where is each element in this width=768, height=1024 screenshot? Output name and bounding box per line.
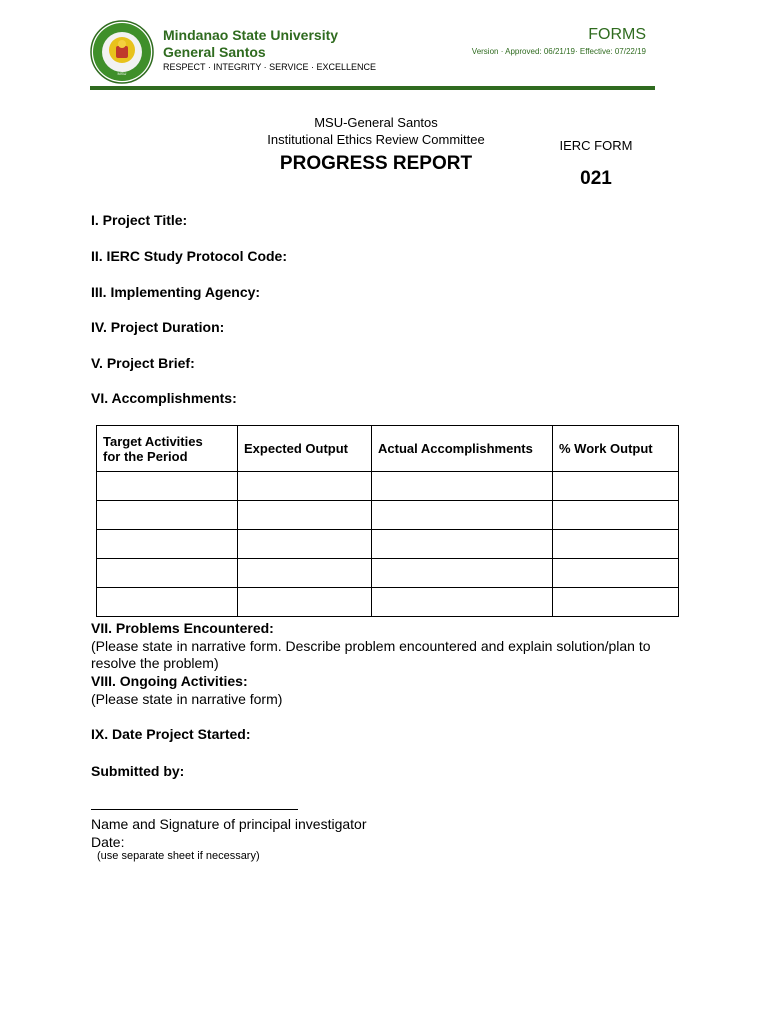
protocol-code-label: II. IERC Study Protocol Code: <box>91 248 288 264</box>
table-cell[interactable] <box>97 588 238 617</box>
col-target-activities-line1: Target Activities <box>103 433 203 449</box>
project-duration-label: IV. Project Duration: <box>91 319 225 335</box>
col-target-activities-line2: for the Period <box>103 448 188 464</box>
table-cell[interactable] <box>372 472 553 501</box>
svg-text:MSU: MSU <box>117 71 127 76</box>
table-cell[interactable] <box>238 472 372 501</box>
table-row <box>97 472 679 501</box>
problems-instructions: (Please state in narrative form. Describe problem encountered and explain solution/plan to resolve the problem) <box>91 638 651 671</box>
university-name: Mindanao State University <box>163 27 339 43</box>
table-cell[interactable] <box>553 530 679 559</box>
committee-name: Institutional Ethics Review Committee <box>267 132 485 147</box>
table-cell[interactable] <box>372 588 553 617</box>
table-header-row <box>97 426 679 472</box>
header-divider <box>90 86 655 90</box>
col-target-activities <box>97 426 238 472</box>
ongoing-heading: VIII. Ongoing Activities: <box>91 673 248 689</box>
table-cell[interactable] <box>238 530 372 559</box>
page-title: PROGRESS REPORT <box>279 153 473 174</box>
table-cell[interactable] <box>553 501 679 530</box>
table-cell[interactable] <box>97 530 238 559</box>
signature-line <box>91 797 298 810</box>
table-cell[interactable] <box>372 530 553 559</box>
separate-sheet-note: (use separate sheet if necessary) <box>97 850 260 862</box>
university-campus: General Santos <box>163 44 266 60</box>
project-title-label: I. Project Title: <box>91 212 188 228</box>
forms-label: FORMS <box>588 26 646 43</box>
form-label: IERC FORM <box>559 138 633 153</box>
table-row <box>97 501 679 530</box>
problems-heading: VII. Problems Encountered: <box>91 620 274 636</box>
col-work-output: % Work Output <box>553 426 679 472</box>
table-cell[interactable] <box>553 472 679 501</box>
table-cell[interactable] <box>372 559 553 588</box>
col-actual-accomplishments: Actual Accomplishments <box>372 426 553 472</box>
university-motto: RESPECT · INTEGRITY · SERVICE · EXCELLENCE <box>163 62 377 72</box>
accomplishments-label: VI. Accomplishments: <box>91 390 237 406</box>
table-cell[interactable] <box>553 588 679 617</box>
form-number: 021 <box>580 168 612 189</box>
table-cell[interactable] <box>238 559 372 588</box>
col-expected-output: Expected Output <box>238 426 372 472</box>
table-row <box>97 559 679 588</box>
project-brief-label: V. Project Brief: <box>91 355 195 371</box>
signature-caption: Name and Signature of principal investigator <box>91 816 367 832</box>
table-cell[interactable] <box>97 501 238 530</box>
submitted-by-label: Submitted by: <box>91 763 185 779</box>
org-name: MSU-General Santos <box>314 115 438 130</box>
table-cell[interactable] <box>238 501 372 530</box>
table-cell[interactable] <box>238 588 372 617</box>
table-row <box>97 530 679 559</box>
table-cell[interactable] <box>97 559 238 588</box>
table-cell[interactable] <box>372 501 553 530</box>
date-started-label: IX. Date Project Started: <box>91 726 251 742</box>
version-info: Version · Approved: 06/21/19· Effective: 07/22/19 <box>471 47 646 56</box>
date-label: Date: <box>91 834 125 850</box>
table-cell[interactable] <box>553 559 679 588</box>
table-cell[interactable] <box>97 472 238 501</box>
university-seal-logo <box>90 20 154 84</box>
implementing-agency-label: III. Implementing Agency: <box>91 284 261 300</box>
table-row <box>97 588 679 617</box>
accomplishments-table <box>96 425 679 617</box>
ongoing-instructions: (Please state in narrative form) <box>91 691 283 707</box>
